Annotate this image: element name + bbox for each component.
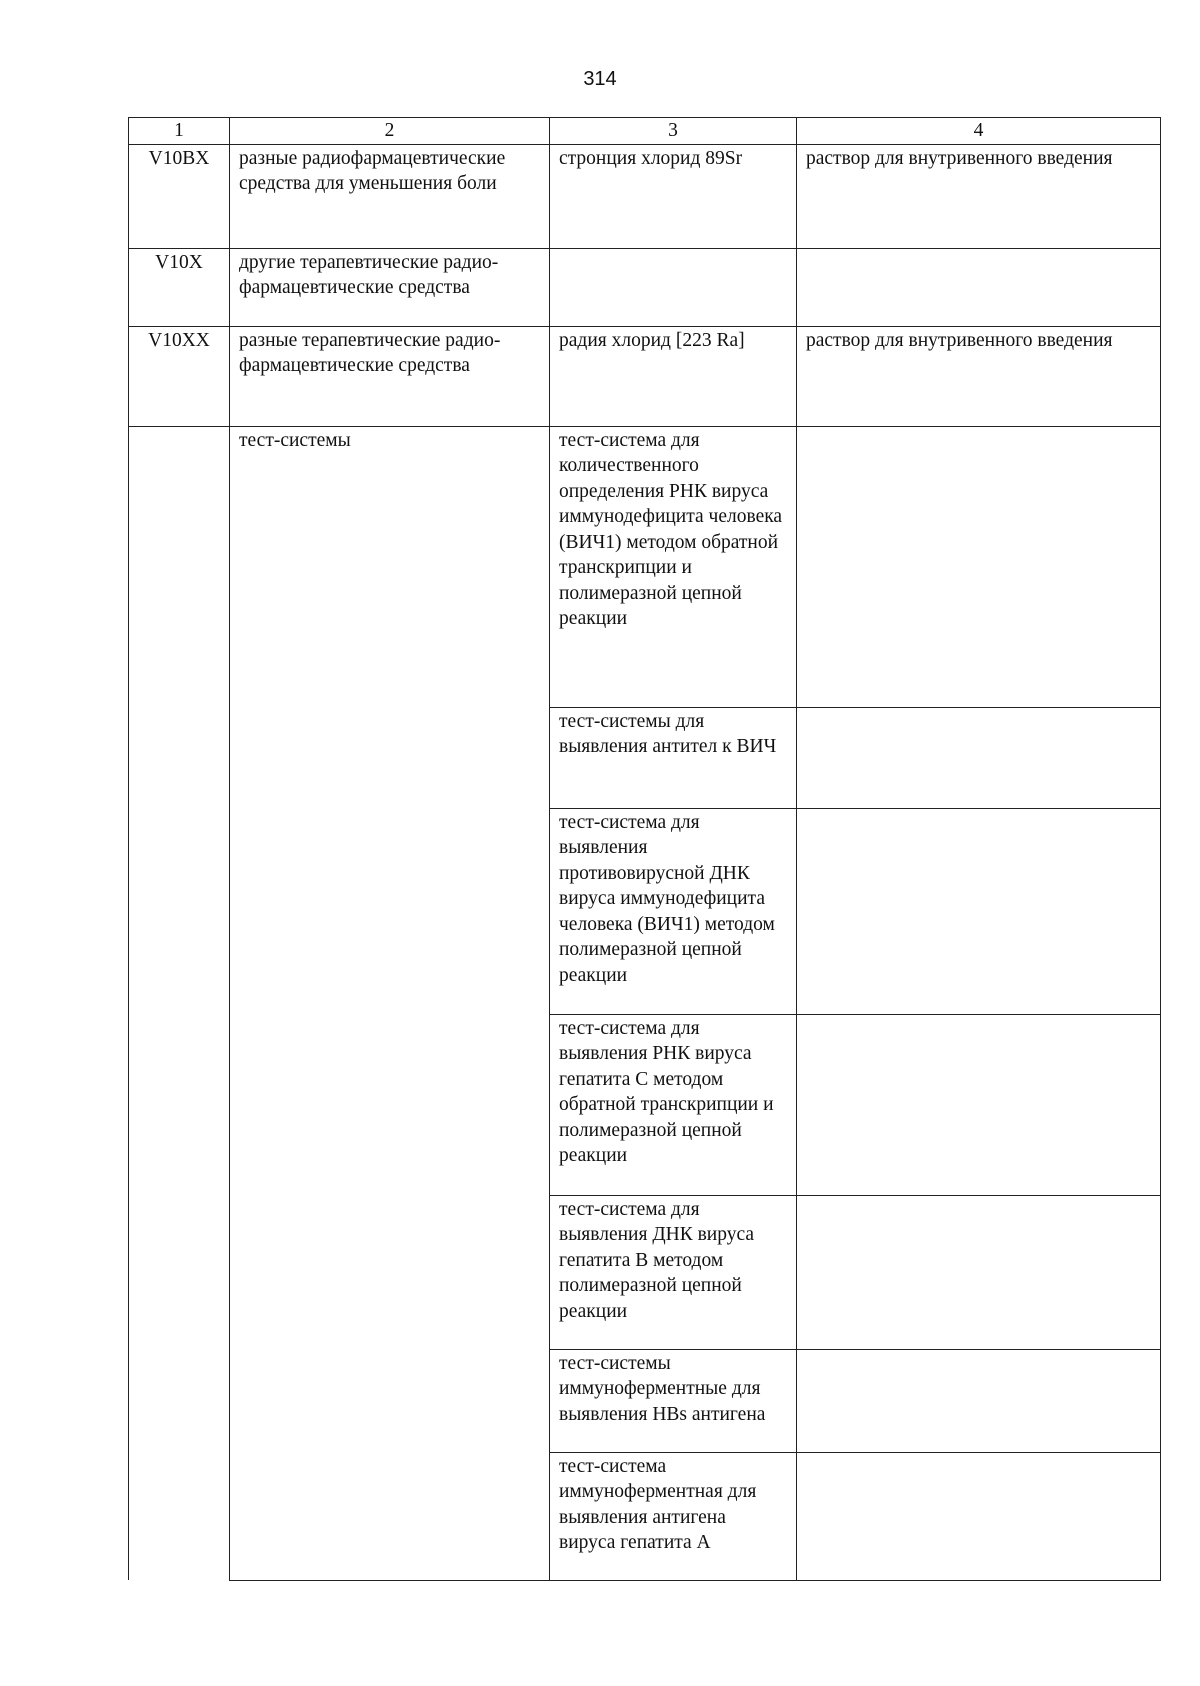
table-row xyxy=(129,426,1161,707)
dosage-form-cell xyxy=(797,1349,1161,1452)
dosage-form-cell: раствор для внутривенного введения xyxy=(797,144,1161,248)
dosage-form-cell xyxy=(797,426,1161,707)
drug-name-cell xyxy=(550,248,797,326)
drug-name-cell: радия хлорид [223 Ra] xyxy=(550,326,797,426)
drug-name-cell: тест-система для выявления РНК вируса гепатита С методом обратной транскрипции и полимеразной цепной реакции xyxy=(550,1014,797,1195)
group-cell: разные радиофармацевтические средства для уменьшения боли xyxy=(230,144,550,248)
drug-name-cell: стронция хлорид 89Sr xyxy=(550,144,797,248)
column-header: 4 xyxy=(797,118,1161,145)
table-row xyxy=(129,248,1161,326)
drug-name-cell: тест-система для выявления ДНК вируса гепатита В методом полимеразной цепной реакции xyxy=(550,1195,797,1349)
medication-table xyxy=(128,117,1161,1581)
drug-name-cell: тест-система для количественного определения РНК вируса иммунодефицита человека (ВИЧ1) методом обратной транскрипции и полимеразной цепной реакции xyxy=(550,426,797,707)
dosage-form-cell xyxy=(797,707,1161,808)
atc-code-cell: V10XX xyxy=(129,326,230,426)
atc-code-cell: V10X xyxy=(129,248,230,326)
atc-code-cell xyxy=(129,426,230,1580)
drug-name-cell: тест-система иммуноферментная для выявления антигена вируса гепатита А xyxy=(550,1452,797,1580)
column-header: 3 xyxy=(550,118,797,145)
drug-name-cell: тест-система для выявления противовирусной ДНК вируса иммунодефицита человека (ВИЧ1) методом полимеразной цепной реакции xyxy=(550,808,797,1014)
dosage-form-cell xyxy=(797,1452,1161,1580)
dosage-form-cell xyxy=(797,1014,1161,1195)
drug-name-cell: тест-системы для выявления антител к ВИЧ xyxy=(550,707,797,808)
drug-name-cell: тест-системы иммуноферментные для выявления HBs антигена xyxy=(550,1349,797,1452)
header-row xyxy=(129,118,1161,145)
group-cell: разные терапевтические радио-фармацевтические средства xyxy=(230,326,550,426)
table-row xyxy=(129,326,1161,426)
group-cell: другие терапевтические радио-фармацевтические средства xyxy=(230,248,550,326)
dosage-form-cell: раствор для внутривенного введения xyxy=(797,326,1161,426)
dosage-form-cell xyxy=(797,808,1161,1014)
page-number: 314 xyxy=(583,68,617,90)
atc-code-cell: V10BX xyxy=(129,144,230,248)
table-row xyxy=(129,144,1161,248)
column-header: 2 xyxy=(230,118,550,145)
dosage-form-cell xyxy=(797,1195,1161,1349)
group-cell: тест-системы xyxy=(230,426,550,1580)
dosage-form-cell xyxy=(797,248,1161,326)
column-header: 1 xyxy=(129,118,230,145)
